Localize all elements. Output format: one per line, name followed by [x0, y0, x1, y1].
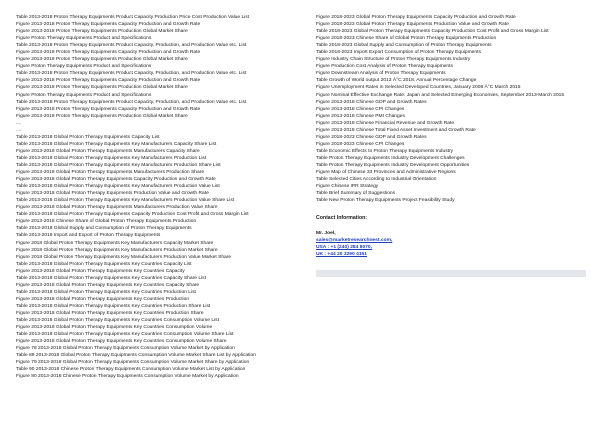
- list-item: Table 90 2013-2018 Chinese Proton Therapy Equipments Consumption Volume Market List by Application: [16, 367, 246, 373]
- list-item: Table Brief Summary of Suggestions: [316, 191, 396, 197]
- list-item: Table 2018-2023 Import Export Consumption of Proton Therapy Equipments: [316, 50, 481, 56]
- list-item: Figure Downstream Analysis of Proton Therapy Equipments: [316, 71, 446, 77]
- spacer: [316, 204, 588, 211]
- list-item: Figure Industry Chain Structure of Proton Therapy Equipments Industry: [316, 57, 471, 63]
- list-item: Figure 2013-2018 Global Proton Therapy Equipments Key Countries Capacity Share: [16, 282, 200, 288]
- right-list: [316, 14, 588, 204]
- list-item: ....: [16, 127, 22, 133]
- list-item: Table Economic Effects to Proton Therapy Equipments Industry: [316, 148, 454, 154]
- list-item: Table 2013-2018 Proton Therapy Equipments Product Capacity, Production, and Production Value etc. List: [16, 99, 247, 105]
- list-item: Table 2013-2018 Global Proton Therapy Equipments Key Manufacturers Production Share List: [16, 162, 221, 168]
- right-column: [316, 14, 588, 258]
- list-item: Figure 2013-2018 Chinese CPI Changes: [316, 106, 405, 112]
- list-item: Table New Proton Therapy Equipments Project Feasibility Study: [316, 198, 455, 204]
- list-item: Figure Map of Chinese 33 Provinces and Administrative Regions: [316, 170, 456, 176]
- list-item: Table 2013-2018 Global Proton Therapy Equipments Key Countries Consumption Volume Share List: [16, 332, 234, 338]
- list-item: Figure 80 2013-2018 Chinese Proton Therapy Equipments Consumption Volume Market by Application: [16, 374, 239, 380]
- list-item: Figure 2018 Global Proton Therapy Equipments Key Manufacturers Production Value Market Share: [16, 254, 232, 260]
- list-item: Figure 2013-2018 Global Proton Therapy Equipments Capacity Production and Growth Rate: [16, 177, 216, 183]
- list-item: Figure Proton Therapy Equipments Product and Specifications: [16, 36, 152, 42]
- list-item: Table 2013-2018 Global Proton Therapy Equipments Key Countries Consumption Volume List: [16, 318, 219, 324]
- list-item: Table 2013-2018 Global Proton Therapy Equipments Capacity List: [16, 134, 160, 140]
- uk-phone-link[interactable]: UK : +44 20 3290 4151: [316, 251, 367, 257]
- list-item: Table Growth of World output 2013 Â°C 2018, Annual Percentage Change: [316, 78, 477, 84]
- list-item: Figure 2013-2018 Proton Therapy Equipments Capacity Production and Growth Rate: [16, 50, 201, 56]
- list-item: Figure 2013-2018 Global Proton Therapy Equipments Key Countries Consumption Volume: [16, 325, 213, 331]
- list-item: Figure 2013-2018 Global Proton Therapy Equipments Key Countries Production: [16, 296, 190, 302]
- list-item: Figure Production Cost Analysis of Proton Therapy Equipments: [316, 64, 453, 70]
- list-item: Table 2013-2018 Proton Therapy Equipments Product Capacity, Production, and Production Value etc. List: [16, 71, 247, 77]
- list-item: Figure 2013-2018 Proton Therapy Equipments Production Global Market Share: [16, 85, 188, 91]
- contact-title: Contact Information:: [316, 215, 368, 222]
- list-item: Figure 2013-2018 Global Proton Therapy Equipments Key Countries Capacity: [16, 268, 185, 274]
- list-item: Table 2013-2018 Proton Therapy Equipments Product Capacity Production Price Cost Production Value List: [16, 15, 250, 20]
- list-item: Figure 2018-2023 Chinese Share of Global Proton Therapy Equipments Production: [316, 36, 497, 42]
- list-item: Figure 2013-2018 Proton Therapy Equipments Production Global Market Share: [16, 29, 188, 35]
- list-item: Table 2013-2018 Global Proton Therapy Equipments Key Manufacturers Production Value List: [16, 184, 220, 190]
- list-item: Figure 2018-2023 Chinese CPI Changes: [316, 141, 405, 147]
- list-item: Figure 2013-2018 Global Proton Therapy Equipments Manufacturers Production Value Share: [16, 205, 218, 211]
- list-item: Figure 2018 Global Proton Therapy Equipments Key Manufacturers Capacity Market Share: [16, 240, 214, 246]
- list-item: Figure 2013-2018 Proton Therapy Equipments Capacity Production and Growth Rate: [16, 106, 201, 112]
- list-item: Table 89 2013-2018 Global Proton Therapy Equipments Consumption Volume Market Share List by Application: [16, 353, 256, 359]
- left-column: [16, 14, 298, 380]
- list-item: Table 2013-2018 Global Proton Therapy Equipments Key Countries Production List: [16, 289, 196, 295]
- list-item: Figure 2013-2018 Chinese Share of Global Proton Therapy Equipments Production: [16, 219, 197, 225]
- list-item: Table 2018-2023 Global Proton Therapy Equipments Capacity Production Cost Profit and Gross Margin List: [316, 29, 549, 35]
- list-item: Figure 2013-2018 Global Proton Therapy Equipments Manufacturers Capacity Share: [16, 148, 200, 154]
- list-item: Figure 2013-2018 Global Proton Therapy Equipments Key Countries Consumption Volume Share: [16, 339, 227, 345]
- list-item: Table Selected Cities According to Industrial Orientation: [316, 177, 437, 183]
- list-item: Table 2013-2018 Global Proton Therapy Equipments Key Manufacturers Capacity Share List: [16, 141, 217, 147]
- list-item: Figure 2013-2018 Chinese PMI Changes: [316, 113, 405, 119]
- list-item: Table 2013-2018 Global Proton Therapy Equipments Key Countries Capacity Share List: [16, 275, 206, 281]
- list-item: Figure Unemployment Rates in Selected Developed Countries, January 2008 Â°C March 2015: [316, 85, 521, 91]
- list-item: Table 2018-2023 Global Supply and Consumption of Proton Therapy Equipments: [316, 43, 492, 49]
- list-item: Figure 2013-2018 Proton Therapy Equipments Production Global Market Share: [16, 113, 188, 119]
- spacer: [316, 223, 588, 230]
- list-item: Figure 2013-2018 Global Proton Therapy Equipments Manufacturers Production Share: [16, 170, 205, 176]
- list-item: Figure 2013-2018 Chinese Total Fixed Asset Investment and Growth Rate: [316, 127, 476, 133]
- list-item: Table 2013-2018 Global Proton Therapy Equipments Key Countries Production Share List: [16, 303, 211, 309]
- list-item: Table 2013-2018 Global Supply and Consumption of Proton Therapy Equipments: [16, 226, 192, 232]
- list-item: Figure 2013-2018 Chinese GDP and Growth Rates: [316, 99, 427, 105]
- list-item: Table Proton Therapy Equipments Industry Development Challenges: [316, 155, 465, 161]
- list-item: Table 2013-2018 Import and Export of Proton Therapy Equipments: [16, 233, 161, 239]
- list-item: Figure 2018-2023 Chinese GDP and Growth Rates: [316, 134, 427, 140]
- list-item: Figure Proton Therapy Equipments Product and Specifications: [16, 64, 152, 70]
- usa-phone-link[interactable]: USA : +1 (240) 284 8070,: [316, 244, 372, 250]
- list-item: Table 2013-2018 Proton Therapy Equipments Product Capacity, Production, and Production Value etc. List: [16, 43, 247, 49]
- list-item: Figure 2013-2018 Proton Therapy Equipments Capacity Production and Growth Rate: [16, 78, 201, 84]
- list-item: Figure 2013-2018 Chinese Financial Revenue and Growth Rate: [316, 120, 455, 126]
- list-item: Figure Nominal Effective Exchange Rate: Japan and Selected Emerging Economies, September 2013-March 2015: [316, 92, 565, 98]
- list-item: Table 2013-2018 Global Proton Therapy Equipments Key Manufacturers Production Value Share List: [16, 198, 235, 204]
- list-item: Table 2013-2018 Global Proton Therapy Equipments Capacity Production Cost Profit and Gross Margin List: [16, 212, 249, 218]
- contact-name: Mr. Joel,: [316, 230, 336, 236]
- list-item: Figure 2018-2023 Global Proton Therapy Equipments Capacity Production and Growth Rate: [316, 15, 516, 20]
- list-item: Figure 2013-2018 Proton Therapy Equipments Production Global Market Share: [16, 57, 188, 63]
- list-item: Table Proton Therapy Equipments Industry Development Opportunities: [316, 162, 470, 168]
- list-item: Figure Chinese IPR Strategy: [316, 184, 379, 190]
- list-item: Figure 2018-2023 Global Proton Therapy Equipments Production Value and Growth Rate: [316, 22, 509, 28]
- list-item: Figure 2013-2018 Global Proton Therapy Equipments Key Countries Production Share: [16, 310, 204, 316]
- list-item: Figure Proton Therapy Equipments Product and Specifications: [16, 92, 152, 98]
- list-item: ....: [16, 120, 22, 126]
- list-item: Table 2013-2018 Global Proton Therapy Equipments Key Countries Capacity List: [16, 261, 192, 267]
- list-item: Figure 2013-2018 Global Proton Therapy Equipments Production Value and Growth Rate: [16, 191, 209, 197]
- list-item: Table 2013-2018 Global Proton Therapy Equipments Key Manufacturers Production List: [16, 155, 207, 161]
- divider-bar: [316, 270, 586, 277]
- email-link[interactable]: sales@marketresearchnest.com,: [316, 237, 393, 243]
- list-item: Figure 2018 Global Proton Therapy Equipments Key Manufacturers Production Market Share: [16, 247, 218, 253]
- list-item: Figure 2013-2018 Proton Therapy Equipments Capacity Production and Growth Rate: [16, 22, 201, 28]
- list-item: Figure 79 2013-2018 Global Proton Therapy Equipments Consumption Volume Market Share by Application: [16, 360, 250, 366]
- list-item: Figure 78 2013-2018 Global Proton Therapy Equipments Consumption Volume Market by Application: [16, 346, 235, 352]
